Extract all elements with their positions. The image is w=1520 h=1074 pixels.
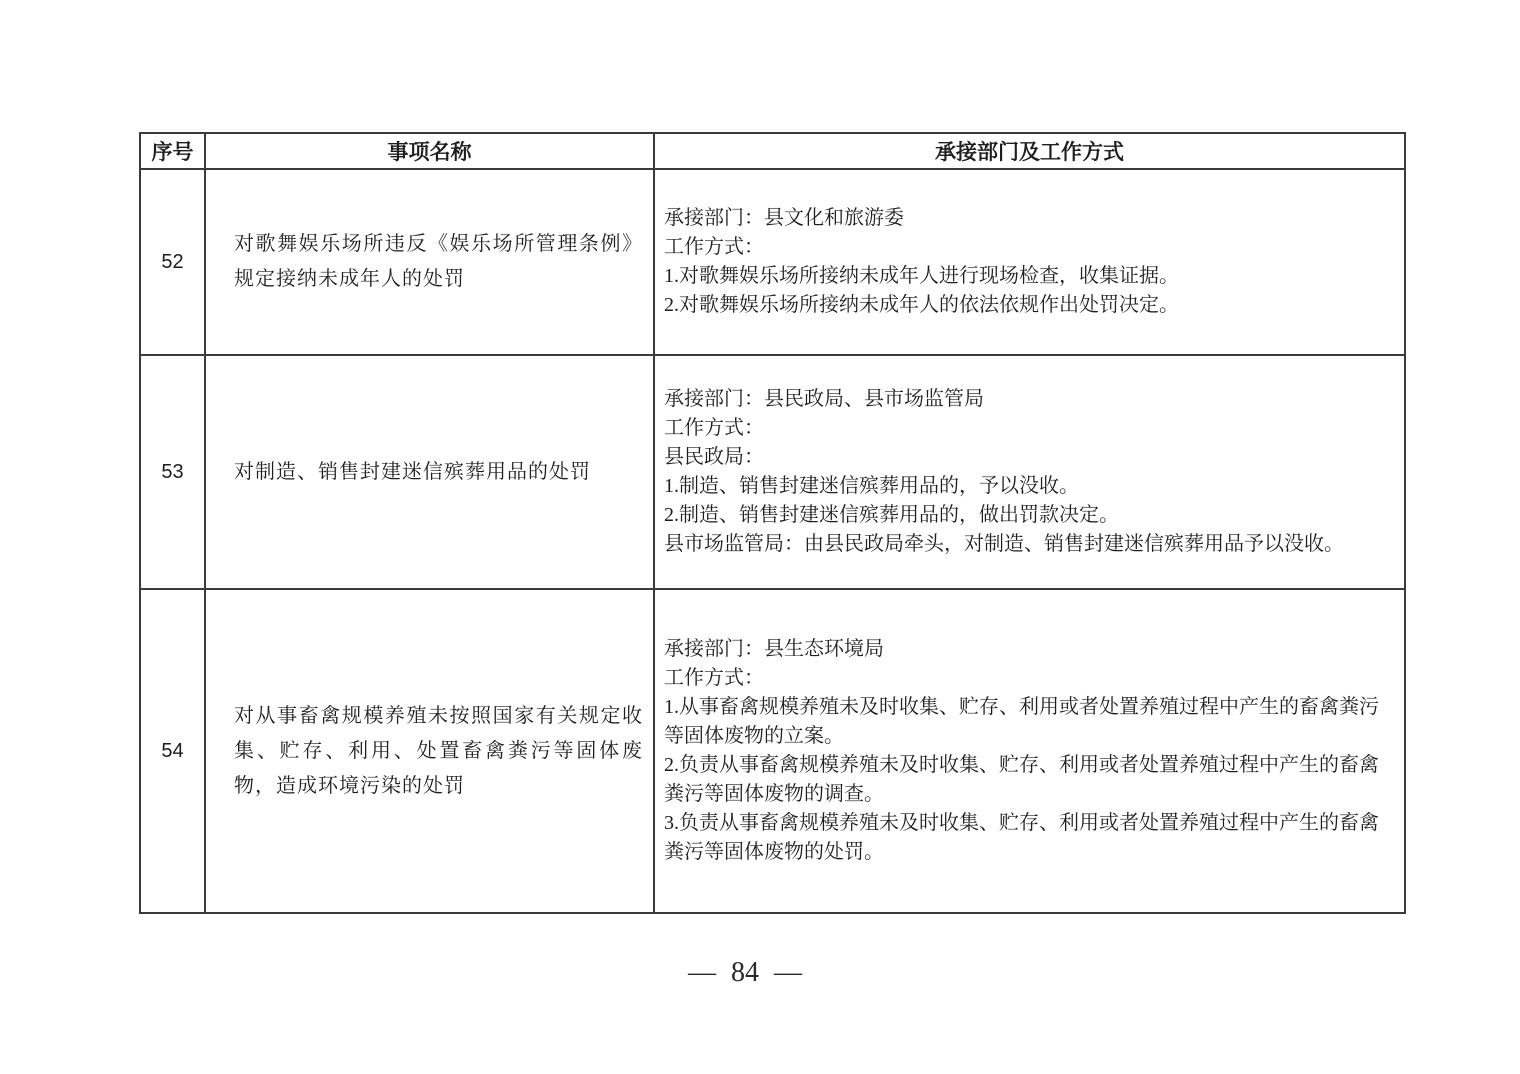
detail-line: 工作方式： bbox=[664, 417, 764, 439]
detail-line: 县民政局： bbox=[664, 446, 764, 468]
item-detail bbox=[654, 355, 1405, 589]
column-header-department-method: 承接部门及工作方式 bbox=[654, 133, 1405, 169]
item-name: 对歌舞娱乐场所违反《娱乐场所管理条例》规定接纳未成年人的处罚 bbox=[205, 169, 654, 355]
row-number: 54 bbox=[140, 589, 205, 913]
row-number: 53 bbox=[140, 355, 205, 589]
table-row bbox=[140, 169, 1405, 355]
detail-line: 承接部门：县民政局、县市场监管局 bbox=[664, 388, 984, 410]
column-header-no: 序号 bbox=[140, 133, 205, 169]
column-header-item-name: 事项名称 bbox=[205, 133, 654, 169]
detail-line: 县市场监管局：由县民政局牵头，对制造、销售封建迷信殡葬用品予以没收。 bbox=[664, 533, 1344, 555]
detail-line: 1.从事畜禽规模养殖未及时收集、贮存、利用或者处置养殖过程中产生的畜禽粪污等固体废物的立案。 bbox=[664, 696, 1379, 747]
detail-line: 3.负责从事畜禽规模养殖未及时收集、贮存、利用或者处置养殖过程中产生的畜禽粪污等固体废物的处罚。 bbox=[664, 812, 1379, 863]
items-table bbox=[139, 132, 1406, 914]
row-number: 52 bbox=[140, 169, 205, 355]
detail-line: 工作方式： bbox=[664, 667, 764, 689]
detail-line: 1.对歌舞娱乐场所接纳未成年人进行现场检查，收集证据。 bbox=[664, 265, 1179, 287]
detail-line: 1.制造、销售封建迷信殡葬用品的，予以没收。 bbox=[664, 475, 1079, 497]
detail-line: 2.制造、销售封建迷信殡葬用品的，做出罚款决定。 bbox=[664, 504, 1119, 526]
item-detail bbox=[654, 589, 1405, 913]
item-name: 对从事畜禽规模养殖未按照国家有关规定收集、贮存、利用、处置畜禽粪污等固体废物，造成环境污染的处罚 bbox=[205, 589, 654, 913]
table-header-row bbox=[140, 133, 1405, 169]
detail-line: 承接部门：县生态环境局 bbox=[664, 638, 884, 660]
table-row bbox=[140, 589, 1405, 913]
detail-line: 承接部门：县文化和旅游委 bbox=[664, 207, 904, 229]
item-name: 对制造、销售封建迷信殡葬用品的处罚 bbox=[205, 355, 654, 589]
detail-line: 工作方式： bbox=[664, 236, 764, 258]
detail-line: 2.负责从事畜禽规模养殖未及时收集、贮存、利用或者处置养殖过程中产生的畜禽粪污等固体废物的调查。 bbox=[664, 754, 1379, 805]
detail-line: 2.对歌舞娱乐场所接纳未成年人的依法依规作出处罚决定。 bbox=[664, 294, 1179, 316]
page-number: — 84 — bbox=[688, 957, 802, 988]
item-detail bbox=[654, 169, 1405, 355]
table-row bbox=[140, 355, 1405, 589]
